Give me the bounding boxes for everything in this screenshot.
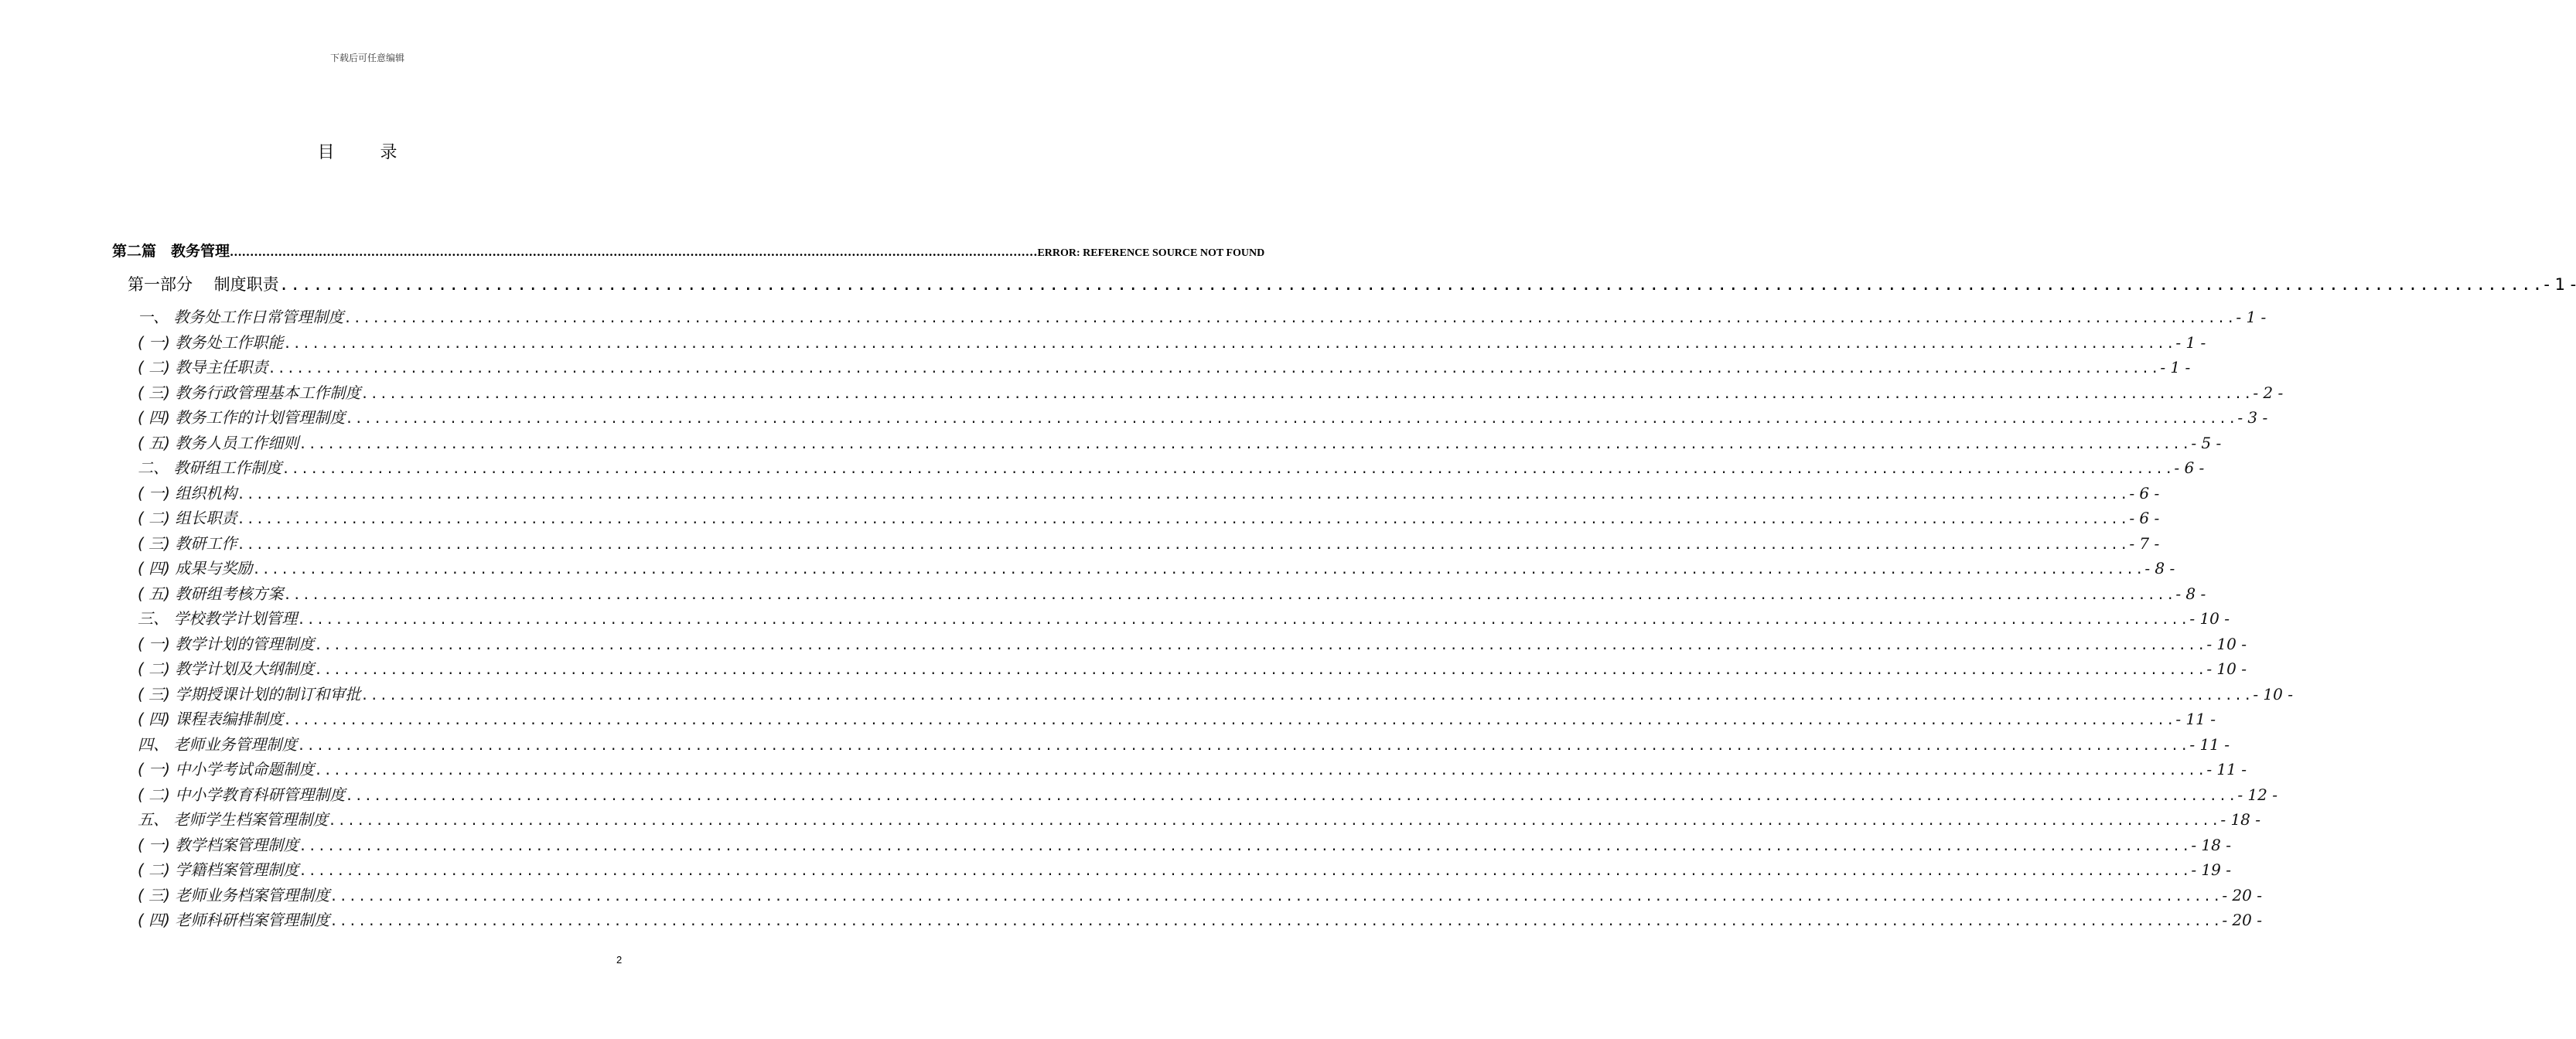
toc-item[interactable] <box>138 606 2230 629</box>
toc-item[interactable] <box>138 330 2206 353</box>
toc-leader-dots: ........................................................................................................................................................................................................ <box>237 512 2130 527</box>
toc-item-page: - 19 - <box>2191 860 2231 879</box>
toc-leader-dots: ........................................................................................................................................................................................................ <box>314 637 2207 653</box>
toc-item[interactable] <box>138 305 2267 327</box>
toc-item-label: ( 二) 教导主任职责 <box>138 358 268 376</box>
toc-item-label: ( 四) 成果与奖励 <box>138 559 253 577</box>
toc-item-page: - 18 - <box>2220 810 2261 829</box>
toc-item-label: ( 三) 学期授课计划的制订和审批 <box>138 684 361 703</box>
toc-item-page: - 10 - <box>2206 659 2247 678</box>
toc-item-page: - 8 - <box>2175 584 2206 603</box>
toc-item[interactable] <box>138 380 2284 403</box>
toc-leader-dots: ........................................................................................................................................................................................................ <box>278 275 2544 294</box>
toc-item-page: - 11 - <box>2175 710 2216 728</box>
toc-item-page: - 1 - <box>2236 308 2267 326</box>
toc-item-page: - 10 - <box>2253 684 2293 703</box>
toc-leader-dots: ........................................................................................................................................................................................................ <box>268 361 2161 376</box>
toc-item-page: - 5 - <box>2191 433 2222 452</box>
toc-item-page: - 20 - <box>2222 885 2262 904</box>
toc-item-label: ( 三) 教研工作 <box>138 533 237 553</box>
toc-item-label: ( 一) 教学档案管理制度 <box>138 835 299 854</box>
toc-item-label: ( 三) 老师业务档案管理制度 <box>138 885 330 904</box>
toc-leader-dots: ........................................................................................................................................................................................................ <box>314 763 2207 778</box>
toc-item-page: - 3 - <box>2237 408 2268 427</box>
toc-leader-dots: ........................................................................................................................................................................................................ <box>237 486 2130 502</box>
toc-part-page: ERROR: REFERENCE SOURCE NOT FOUND <box>1037 247 1265 259</box>
toc-item-label: ( 二) 学籍档案管理制度 <box>138 860 299 879</box>
toc-item[interactable] <box>138 682 2293 704</box>
toc-part-label: 第二篇 教务管理 <box>112 243 230 260</box>
toc-item[interactable] <box>138 732 2230 755</box>
toc-item-label: ( 一) 组织机构 <box>138 483 237 502</box>
toc-item-label: ( 三) 教务行政管理基本工作制度 <box>138 383 361 402</box>
toc-item-page: - 1 - <box>2175 332 2206 352</box>
toc-leader-dots: ........................................................................................................................................................................................................ <box>283 336 2176 352</box>
toc-item[interactable] <box>138 782 2277 805</box>
toc-item-page: - 6 - <box>2129 483 2160 502</box>
toc-item[interactable] <box>138 857 2231 880</box>
toc-leader-dots: ........................................................................................................................................................................................................ <box>329 914 2223 929</box>
toc-item[interactable] <box>138 405 2268 428</box>
toc-item[interactable] <box>138 757 2247 779</box>
toc-item[interactable] <box>138 707 2216 729</box>
page-number: 2 <box>616 954 623 966</box>
toc-item-label: ( 二) 中小学教育科研管理制度 <box>138 785 346 804</box>
toc-item-label: ( 四) 课程表编排制度 <box>138 710 284 728</box>
toc-item-page: - 6 - <box>2129 509 2160 527</box>
toc-item[interactable] <box>138 908 2262 930</box>
toc-item-page: - 20 - <box>2222 911 2262 929</box>
toc-item-label: ( 五) 教务人员工作细则 <box>138 433 299 452</box>
toc-part-entry[interactable] <box>112 240 1265 261</box>
toc-item-page: - 1 - <box>2160 358 2191 376</box>
toc-item[interactable] <box>138 481 2160 503</box>
toc-item-label: 三、 学校教学计划管理 <box>138 609 298 628</box>
page-title: 目 录 <box>317 143 418 162</box>
toc-item[interactable] <box>138 581 2206 604</box>
toc-item[interactable] <box>138 656 2247 679</box>
toc-leader-dots: ........................................................................................................................................................................................................ <box>345 788 2238 804</box>
toc-item-label: 四、 老师业务管理制度 <box>138 734 298 754</box>
toc-leader-dots: ........................................................................................................................................................................................................ <box>297 738 2190 754</box>
toc-item-page: - 10 - <box>2189 609 2230 628</box>
toc-item[interactable] <box>138 431 2222 453</box>
toc-item-label: ( 二) 教学计划及大纲制度 <box>138 659 315 678</box>
toc-leader-dots: ........................................................................................................................................................................................................ <box>299 864 2192 879</box>
toc-item-page: - 8 - <box>2144 559 2175 577</box>
toc-item-page: - 10 - <box>2206 634 2247 653</box>
toc-leader-dots: ........................................................................................................................................................................................................ <box>252 562 2145 577</box>
toc-item[interactable] <box>138 883 2262 905</box>
toc-leader-dots: ........................................................................................................................................................................................................ <box>281 462 2175 477</box>
toc-item[interactable] <box>138 506 2160 528</box>
toc-leader-dots: ........................................................................................................................................................................................................ <box>237 537 2130 553</box>
toc-leader-dots: ........................................................................................................................................................................................................ <box>299 838 2192 854</box>
toc-item-page: - 11 - <box>2206 760 2247 778</box>
toc-item-label: ( 五) 教研组考核方案 <box>138 584 284 603</box>
toc-item[interactable] <box>138 455 2205 478</box>
toc-item-label: 一、 教务处工作日常管理制度 <box>138 308 344 326</box>
toc-item-page: - 7 - <box>2129 533 2160 553</box>
toc-item-label: 二、 教研组工作制度 <box>138 458 282 477</box>
toc-leader-dots: ........................................................................................................................................................................................................ <box>297 612 2190 628</box>
page-header: 下载后可任意编辑 <box>329 53 404 63</box>
toc-item-page: - 12 - <box>2237 785 2277 804</box>
toc-item-label: ( 一) 教学计划的管理制度 <box>138 634 315 653</box>
toc-leader-dots: ........................................................................................................................................................................................................ <box>360 687 2254 703</box>
toc-leader-dots: ........................................................................................................................................................................................................ <box>283 713 2176 728</box>
toc-section-entry[interactable] <box>128 272 2576 295</box>
toc-leader-dots: ........................................................................................................................................................................................................ <box>230 245 1038 259</box>
toc-leader-dots: ........................................................................................................................................................................................................ <box>345 411 2238 427</box>
toc-item[interactable] <box>138 632 2247 654</box>
toc-item[interactable] <box>138 556 2175 578</box>
toc-item-label: 五、 老师学生档案管理制度 <box>138 810 329 829</box>
toc-item[interactable] <box>138 531 2160 554</box>
toc-item-label: ( 二) 组长职责 <box>138 509 237 527</box>
toc-item-page: - 11 - <box>2189 734 2230 754</box>
toc-leader-dots: ........................................................................................................................................................................................................ <box>329 888 2223 904</box>
toc-leader-dots: ........................................................................................................................................................................................................ <box>343 311 2237 326</box>
toc-item[interactable] <box>138 355 2191 377</box>
toc-item-page: - 18 - <box>2191 835 2231 854</box>
toc-item-label: ( 一) 教务处工作职能 <box>138 332 284 352</box>
toc-section-page: - 1 - <box>2544 275 2576 294</box>
toc-leader-dots: ........................................................................................................................................................................................................ <box>283 587 2176 603</box>
toc-leader-dots: ........................................................................................................................................................................................................ <box>328 813 2221 829</box>
toc-leader-dots: ........................................................................................................................................................................................................ <box>299 436 2192 452</box>
toc-item-page: - 2 - <box>2253 383 2284 402</box>
toc-leader-dots: ........................................................................................................................................................................................................ <box>360 386 2254 402</box>
toc-item[interactable] <box>138 807 2261 829</box>
toc-item-label: ( 四) 教务工作的计划管理制度 <box>138 408 346 427</box>
toc-item-label: ( 四) 老师科研档案管理制度 <box>138 911 330 929</box>
toc-leader-dots: ........................................................................................................................................................................................................ <box>314 663 2207 678</box>
toc-item[interactable] <box>138 833 2231 855</box>
toc-item-page: - 6 - <box>2174 458 2205 477</box>
toc-item-label: ( 一) 中小学考试命题制度 <box>138 760 315 778</box>
toc-section-label: 第一部分 制度职责 <box>128 275 279 294</box>
